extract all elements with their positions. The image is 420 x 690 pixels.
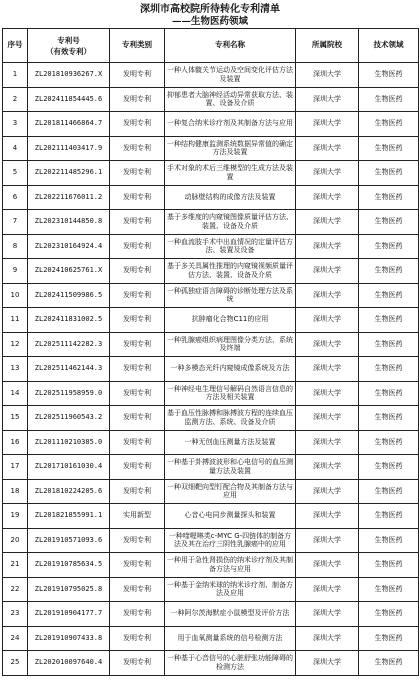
table-row — [3, 357, 419, 382]
cell-institution: 深圳大学 — [296, 479, 359, 504]
cell-field: 生物医药 — [359, 381, 419, 406]
cell-institution: 深圳大学 — [296, 626, 359, 651]
document-subtitle: ——生物医药领域 — [171, 16, 248, 27]
cell-type: 发明专利 — [110, 602, 165, 627]
header-patent-no-label: 专利号 — [57, 35, 80, 45]
table-row — [3, 308, 419, 333]
table-header-row — [3, 29, 419, 63]
cell-patent-no: ZL201910904177.7 — [28, 602, 110, 627]
cell-name: 基于血压性脉搏和脉搏波方程的连续血压监测方法、系统、设备及介质 — [165, 406, 296, 431]
cell-institution: 深圳大学 — [296, 63, 359, 88]
cell-type: 发明专利 — [110, 528, 165, 553]
cell-patent-no: ZL202211676011.2 — [28, 185, 110, 210]
cell-field: 生物医药 — [359, 234, 419, 259]
cell-name: 抑郁患者大脑神经活动异常获取方法、装置、设备及介质 — [165, 87, 296, 112]
cell-institution: 深圳大学 — [296, 430, 359, 455]
cell-type: 发明专利 — [110, 210, 165, 235]
cell-index: 15 — [3, 406, 28, 431]
cell-name: 抗肿瘤化合物C11的应用 — [165, 308, 296, 333]
cell-name: 一种多模态光纤内窥镜成像系统及方法 — [165, 357, 296, 382]
cell-type: 发明专利 — [110, 185, 165, 210]
table-row — [3, 332, 419, 357]
cell-name: 一种用于急性肾损伤的纳米诊疗剂及其制备方法与应用 — [165, 553, 296, 578]
cell-field: 生物医药 — [359, 185, 419, 210]
header-patent-no-sub: （有效专利） — [46, 46, 91, 56]
cell-field: 生物医药 — [359, 332, 419, 357]
cell-name: 一种基于金纳米球的纳米诊疗剂、制备方法及应用 — [165, 577, 296, 602]
table-row — [3, 161, 419, 186]
header-institution: 所属院校 — [296, 29, 359, 63]
cell-patent-no: ZL202411831002.5 — [28, 308, 110, 333]
cell-institution: 深圳大学 — [296, 406, 359, 431]
cell-index: 6 — [3, 185, 28, 210]
cell-patent-no: ZL202410625761.X — [28, 259, 110, 284]
cell-institution: 深圳大学 — [296, 577, 359, 602]
cell-field: 生物医药 — [359, 430, 419, 455]
table-row — [3, 112, 419, 137]
cell-type: 发明专利 — [110, 161, 165, 186]
cell-index: 23 — [3, 602, 28, 627]
cell-type: 发明专利 — [110, 332, 165, 357]
cell-index: 4 — [3, 136, 28, 161]
cell-patent-no: ZL202411854445.6 — [28, 87, 110, 112]
cell-type: 发明专利 — [110, 553, 165, 578]
cell-patent-no: ZL202511142282.3 — [28, 332, 110, 357]
cell-index: 16 — [3, 430, 28, 455]
cell-index: 9 — [3, 259, 28, 284]
table-row — [3, 602, 419, 627]
table-row — [3, 87, 419, 112]
cell-index: 19 — [3, 504, 28, 529]
cell-institution: 深圳大学 — [296, 259, 359, 284]
table-row — [3, 626, 419, 651]
table-row — [3, 283, 419, 308]
cell-index: 11 — [3, 308, 28, 333]
table-row — [3, 553, 419, 578]
cell-patent-no: ZL202310164924.4 — [28, 234, 110, 259]
cell-field: 生物医药 — [359, 528, 419, 553]
cell-patent-no: ZL202411509986.5 — [28, 283, 110, 308]
cell-type: 发明专利 — [110, 381, 165, 406]
document-title: 深圳市高校院所待转化专利清单 — [140, 4, 280, 15]
cell-field: 生物医药 — [359, 112, 419, 137]
table-row — [3, 406, 419, 431]
cell-name: 一种复合纳米诊疗剂及其制备方法与应用 — [165, 112, 296, 137]
cell-patent-no: ZL202111403417.9 — [28, 136, 110, 161]
cell-institution: 深圳大学 — [296, 528, 359, 553]
header-index: 序号 — [3, 29, 28, 63]
header-field: 技术领域 — [359, 29, 419, 63]
cell-field: 生物医药 — [359, 259, 419, 284]
table-row — [3, 259, 419, 284]
cell-type: 实用新型 — [110, 504, 165, 529]
cell-name: 一种乳腺癌组织病理图像分类方法、系统及终端 — [165, 332, 296, 357]
cell-name: 一种双细靶向型钉配合物及其制备方法与应用 — [165, 479, 296, 504]
table-row — [3, 381, 419, 406]
cell-field: 生物医药 — [359, 479, 419, 504]
cell-index: 3 — [3, 112, 28, 137]
cell-patent-no: ZL202211485296.1 — [28, 161, 110, 186]
cell-name: 心音心电同步测量探头和装置 — [165, 504, 296, 529]
cell-field: 生物医药 — [359, 136, 419, 161]
cell-index: 8 — [3, 234, 28, 259]
cell-field: 生物医药 — [359, 283, 419, 308]
cell-index: 7 — [3, 210, 28, 235]
cell-type: 发明专利 — [110, 283, 165, 308]
cell-name: 一种孤独症语言障碍的诊断处理方法及系统 — [165, 283, 296, 308]
cell-index: 20 — [3, 528, 28, 553]
cell-index: 21 — [3, 553, 28, 578]
table-row — [3, 185, 419, 210]
cell-name: 一种结构健康监测系统数据异常值的确定方法及装置 — [165, 136, 296, 161]
patent-table — [2, 28, 419, 676]
cell-index: 18 — [3, 479, 28, 504]
table-row — [3, 455, 419, 480]
cell-field: 生物医药 — [359, 161, 419, 186]
cell-type: 发明专利 — [110, 136, 165, 161]
cell-patent-no: ZL201910907433.8 — [28, 626, 110, 651]
cell-type: 发明专利 — [110, 577, 165, 602]
cell-patent-no: ZL202511462144.3 — [28, 357, 110, 382]
table-row — [3, 504, 419, 529]
cell-field: 生物医药 — [359, 308, 419, 333]
cell-field: 生物医药 — [359, 455, 419, 480]
cell-field: 生物医药 — [359, 553, 419, 578]
cell-field: 生物医药 — [359, 63, 419, 88]
cell-index: 12 — [3, 332, 28, 357]
table-row — [3, 136, 419, 161]
cell-type: 发明专利 — [110, 455, 165, 480]
cell-name: 基于多维度的内窥镜图像质量评估方法、装置、设备及介质 — [165, 210, 296, 235]
table-row — [3, 63, 419, 88]
cell-name: 手术对象的术后三维模型的生成方法及装置 — [165, 161, 296, 186]
table-row — [3, 528, 419, 553]
cell-type: 发明专利 — [110, 430, 165, 455]
cell-field: 生物医药 — [359, 504, 419, 529]
cell-patent-no: ZL201810936267.X — [28, 63, 110, 88]
cell-institution: 深圳大学 — [296, 504, 359, 529]
cell-institution: 深圳大学 — [296, 651, 359, 676]
cell-type: 发明专利 — [110, 406, 165, 431]
header-name: 专利名称 — [165, 29, 296, 63]
cell-institution: 深圳大学 — [296, 332, 359, 357]
cell-name: 一种喹喔啉类c-MYC G-四链体的制备方法及其在治疗三阴性乳腺癌中的应用 — [165, 528, 296, 553]
cell-name: 一种血流肢手术中出血情况的定量评估方法、装置及设备 — [165, 234, 296, 259]
cell-institution: 深圳大学 — [296, 161, 359, 186]
cell-institution: 深圳大学 — [296, 553, 359, 578]
cell-field: 生物医药 — [359, 602, 419, 627]
cell-patent-no: ZL201910571093.6 — [28, 528, 110, 553]
cell-type: 发明专利 — [110, 234, 165, 259]
cell-index: 17 — [3, 455, 28, 480]
cell-index: 25 — [3, 651, 28, 676]
cell-name: 一种无创血压测量方法及装置 — [165, 430, 296, 455]
cell-name: 一种阿尔茨海默症小鼠模型及评价方法 — [165, 602, 296, 627]
cell-patent-no: ZL202511958959.0 — [28, 381, 110, 406]
cell-type: 发明专利 — [110, 259, 165, 284]
header-type: 专利类别 — [110, 29, 165, 63]
cell-institution: 深圳大学 — [296, 455, 359, 480]
cell-field: 生物医药 — [359, 626, 419, 651]
cell-name: 动脉壁结构的成像方法及装置 — [165, 185, 296, 210]
cell-index: 5 — [3, 161, 28, 186]
cell-index: 10 — [3, 283, 28, 308]
cell-name: 一种人体髋关节运动及空间变化评估方法及装置 — [165, 63, 296, 88]
cell-field: 生物医药 — [359, 87, 419, 112]
cell-index: 14 — [3, 381, 28, 406]
cell-name: 基于多关具属性推理的内窥镜视频质量评估方法、装置、设备及介质 — [165, 259, 296, 284]
cell-type: 发明专利 — [110, 63, 165, 88]
table-row — [3, 430, 419, 455]
cell-field: 生物医药 — [359, 406, 419, 431]
cell-name: 一种基于卦搏波波形和心电信号的血压测量方法及装置 — [165, 455, 296, 480]
table-row — [3, 210, 419, 235]
cell-index: 24 — [3, 626, 28, 651]
cell-name: 一种基于心音信号的心脏舒张功能障碍的检测方法 — [165, 651, 296, 676]
cell-patent-no: ZL201810224205.6 — [28, 479, 110, 504]
cell-type: 发明专利 — [110, 308, 165, 333]
cell-type: 发明专利 — [110, 651, 165, 676]
table-row — [3, 234, 419, 259]
cell-institution: 深圳大学 — [296, 357, 359, 382]
cell-institution: 深圳大学 — [296, 210, 359, 235]
cell-institution: 深圳大学 — [296, 602, 359, 627]
cell-type: 发明专利 — [110, 112, 165, 137]
cell-patent-no: ZL201710161030.4 — [28, 455, 110, 480]
cell-patent-no: ZL202511960543.2 — [28, 406, 110, 431]
cell-institution: 深圳大学 — [296, 308, 359, 333]
cell-name: 一种神经电生理信号解码自然语言信息的方法及相关装置 — [165, 381, 296, 406]
cell-index: 1 — [3, 63, 28, 88]
cell-field: 生物医药 — [359, 651, 419, 676]
table-row — [3, 479, 419, 504]
cell-institution: 深圳大学 — [296, 234, 359, 259]
cell-patent-no: ZL201910795025.8 — [28, 577, 110, 602]
cell-patent-no: ZL202010097640.4 — [28, 651, 110, 676]
cell-type: 发明专利 — [110, 87, 165, 112]
header-patent-no — [28, 29, 110, 63]
cell-patent-no: ZL201821855991.1 — [28, 504, 110, 529]
cell-index: 22 — [3, 577, 28, 602]
cell-type: 发明专利 — [110, 479, 165, 504]
cell-field: 生物医药 — [359, 210, 419, 235]
cell-institution: 深圳大学 — [296, 112, 359, 137]
cell-field: 生物医药 — [359, 357, 419, 382]
cell-index: 13 — [3, 357, 28, 382]
cell-index: 2 — [3, 87, 28, 112]
cell-patent-no: ZL201110210385.0 — [28, 430, 110, 455]
cell-institution: 深圳大学 — [296, 87, 359, 112]
cell-patent-no: ZL201811466864.7 — [28, 112, 110, 137]
cell-patent-no: ZL201910785634.5 — [28, 553, 110, 578]
table-row — [3, 651, 419, 676]
cell-institution: 深圳大学 — [296, 136, 359, 161]
cell-patent-no: ZL202310144850.8 — [28, 210, 110, 235]
cell-type: 发明专利 — [110, 357, 165, 382]
cell-name: 用于血氧测量系统的信号检测方法 — [165, 626, 296, 651]
cell-institution: 深圳大学 — [296, 283, 359, 308]
table-row — [3, 577, 419, 602]
cell-type: 发明专利 — [110, 626, 165, 651]
cell-institution: 深圳大学 — [296, 381, 359, 406]
cell-field: 生物医药 — [359, 577, 419, 602]
cell-institution: 深圳大学 — [296, 185, 359, 210]
